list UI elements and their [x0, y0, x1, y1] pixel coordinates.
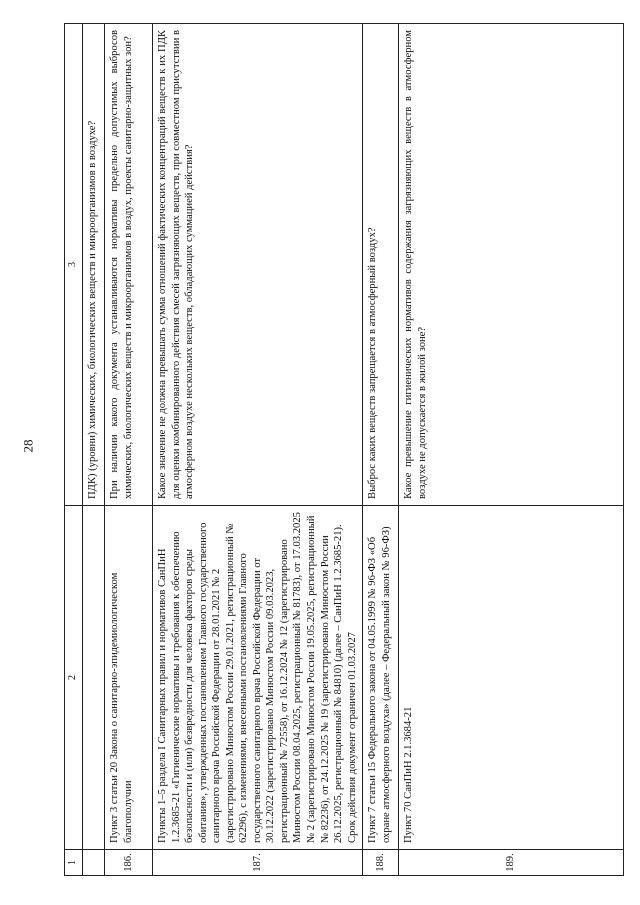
question-text: Какое значение не должна превышать сумма отношений фактических концентраций веществ к их ПДК для оценки комбинированного действия смесей загрязняющих веществ, при совместном присутствии в атмосферном воздухе нескольких веществ, обладающих суммацией действия?: [157, 30, 196, 499]
row-number: 186.: [105, 850, 153, 876]
question-text: Выброс каких веществ запрещается в атмосферный воздух?: [367, 227, 379, 499]
continuation-row: [83, 24, 105, 876]
continuation-text: ПДК) (уровни) химических, биологических веществ и микроорганизмов в воздухе?: [83, 24, 105, 506]
row-number: 187.: [153, 850, 363, 876]
question-text: При наличии какого документа устанавливаются нормативы предельно допустимых выбросов химических, биологических веществ и микроорганизмов в воздух, проекты санитарно-защитных зон?: [109, 30, 134, 499]
table-row: [105, 24, 153, 876]
table-row: [153, 24, 363, 876]
row-number: 189.: [399, 850, 624, 876]
header-col-1: 1: [65, 850, 83, 876]
row-number: 188.: [363, 850, 399, 876]
questions-table: [64, 23, 624, 876]
table-row: [363, 24, 399, 876]
table-row: [399, 24, 624, 876]
legal-source: Пункты 1–5 раздела I Санитарных правил и нормативов СанПиН 1.2.3685-21 «Гигиенические нормативы и требования к обеспечению безопасности и (или) безвредности для человека факторов среды обитания», утвержденных постановлением Главного государственного санитарного врача Российской Федерации от 28.01.2021 № 2 (зарегистрировано Минюстом России 29.01.2021, регистрационный № 62296), с изменениями, внесенными постановлениями Главного государственного санитарного врача Российской Федерации от 30.12.2022 (зарегистрировано Минюстом России 09.03.2023, регистрационный № 72558), от 16.12.2024 № 12 (зарегистрировано Минюстом России 08.04.2025, регистрационный № 81783), от 17.03.2025 № 2 (зарегистрировано Минюстом России 19.05.2025, регистрационный № 82236), от 24.12.2025 № 19 (зарегистрировано Минюстом России 26.12.2025, регистрационный № 84810) (далее – СанПиН 1.2.3685-21). Срок действия документ ограничен 01.03.2027: [153, 506, 363, 850]
page-number: 28: [20, 439, 36, 453]
header-col-3: 3: [65, 24, 83, 506]
question-text: Какое превышение гигиенических нормативов содержания загрязняющих веществ в атмосферном воздухе не допускается в жилой зоне?: [403, 30, 428, 499]
legal-source: Пункт 70 СанПиН 2.1.3684-21: [399, 506, 624, 850]
legal-source: Пункт 7 статьи 15 Федерального закона от 04.05.1999 № 96-ФЗ «Об охране атмосферного воздуха» (далее – Федеральный закон № 96-ФЗ): [363, 506, 399, 850]
legal-source: Пункт 3 статьи 20 Закона о санитарно-эпидемиологическом благополучии: [105, 506, 153, 850]
header-col-2: 2: [65, 506, 83, 850]
rotated-page: [64, 24, 624, 876]
table-header-row: [65, 24, 83, 876]
